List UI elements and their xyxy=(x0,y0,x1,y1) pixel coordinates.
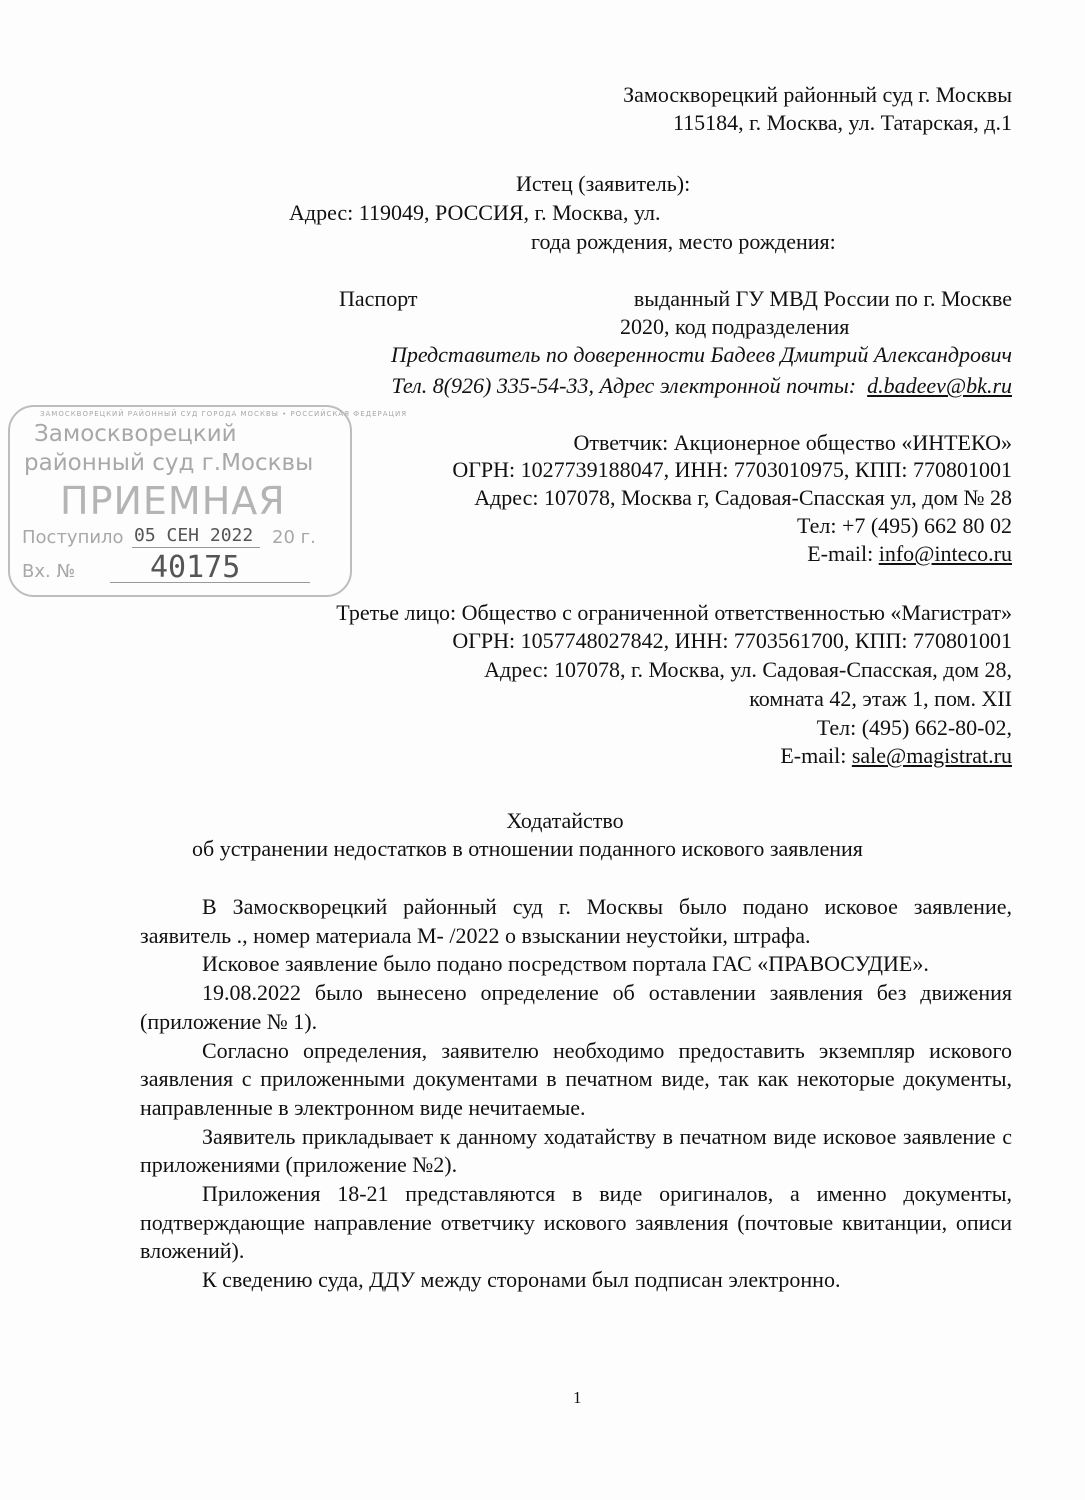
email-label: E-mail: xyxy=(807,541,874,566)
passport-date: 2020, код подразделения xyxy=(620,314,850,339)
third-party-ids: ОГРН: 1057748027842, ИНН: 7703561700, КПП: 770801001 xyxy=(452,628,1012,653)
plaintiff-address: Адрес: 119049, РОССИЯ, г. Москва, ул. xyxy=(289,200,661,225)
third-party-label: Третье лицо: Общество с ограниченной ответственностью «Магистрат» xyxy=(336,600,1012,625)
paragraph: Приложения 18-21 представляются в виде оригиналов, а именно документы, подтверждающие направление ответчику искового заявления (почтовые квитанции, описи вложений). xyxy=(140,1181,1012,1264)
stamp-ring-text: ЗАМОСКВОРЕЦКИЙ РАЙОННЫЙ СУД ГОРОДА МОСКВЫ • РОССИЙСКАЯ ФЕДЕРАЦИЯ xyxy=(40,410,408,418)
stamp-received-suffix: 20 г. xyxy=(272,527,316,548)
email-label: E-mail: xyxy=(780,743,847,768)
stamp-line-2: районный суд г.Москвы xyxy=(24,450,314,476)
representative-contact xyxy=(391,372,1012,400)
defendant-phone: Тел: +7 (495) 662 80 02 xyxy=(796,513,1012,538)
third-party-email-line xyxy=(780,742,1012,770)
representative: Представитель по доверенности Бадеев Дмитрий Александрович xyxy=(390,342,1012,367)
passport-issued: выданный ГУ МВД России по г. Москве xyxy=(633,286,1012,311)
stamp-line-1: Замоскворецкий xyxy=(34,421,237,447)
defendant-address: Адрес: 107078, Москва г, Садовая-Спасская ул, дом № 28 xyxy=(474,485,1012,510)
document-title: Ходатайство xyxy=(506,808,624,833)
plaintiff-label: Истец (заявитель): xyxy=(516,171,691,196)
stamp-received-label: Поступило xyxy=(22,527,124,548)
defendant-email-line xyxy=(807,540,1012,568)
defendant-email-link[interactable]: info@inteco.ru xyxy=(878,541,1012,566)
court-address: 115184, г. Москва, ул. Татарская, д.1 xyxy=(672,110,1012,135)
stamp-received-date: 05 СЕН 2022 xyxy=(134,525,254,546)
page-number: 1 xyxy=(573,1388,582,1407)
third-party-email-link[interactable]: sale@magistrat.ru xyxy=(851,743,1012,768)
paragraph: 19.08.2022 было вынесено определение об оставлении заявления без движения (приложение № 1). xyxy=(140,980,1012,1034)
paragraph: Исковое заявление было подано посредством портала ГАС «ПРАВОСУДИЕ». xyxy=(202,951,929,977)
stamp-line xyxy=(132,547,260,548)
contact-text: Тел. 8(926) 335-54-33, Адрес электронной почты: xyxy=(391,373,857,398)
stamp-in-no: 40175 xyxy=(150,550,241,585)
court-name: Замоскворецкий районный суд г. Москвы xyxy=(623,82,1012,107)
third-party-phone: Тел: (495) 662-80-02, xyxy=(816,715,1012,740)
paragraph: В Замоскворецкий районный суд г. Москвы было подано исковое заявление, заявитель ., номер материала М- /2022 о взыскании неустойки, штрафа. xyxy=(140,894,1012,948)
stamp-in-no-label: Вх. № xyxy=(22,561,76,582)
document-body xyxy=(140,893,1012,1295)
defendant-label: Ответчик: Акционерное общество «ИНТЕКО» xyxy=(573,430,1012,455)
paragraph: Заявитель прикладывает к данному ходатайству в печатном виде исковое заявление с приложениями (приложение №2). xyxy=(140,1123,1012,1178)
passport-label: Паспорт xyxy=(339,286,418,311)
court-reception-stamp xyxy=(8,405,408,597)
document-subtitle: об устранении недостатков в отношении поданного искового заявления xyxy=(192,836,863,861)
representative-email-link[interactable]: d.badeev@bk.ru xyxy=(867,373,1012,398)
paragraph: К сведению суда, ДДУ между сторонами был подписан электронно. xyxy=(202,1267,841,1293)
paragraph: Согласно определения, заявителю необходимо предоставить экземпляр искового заявления с приложенными документами в печатном виде, так как некоторые документы, направленные в электронном виде нечитаемые. xyxy=(140,1037,1012,1120)
plaintiff-birth: года рождения, место рождения: xyxy=(531,229,836,254)
third-party-address-2: комната 42, этаж 1, пом. XII xyxy=(749,686,1012,711)
third-party-address-1: Адрес: 107078, г. Москва, ул. Садовая-Спасская, дом 28, xyxy=(484,657,1012,682)
defendant-ids: ОГРН: 1027739188047, ИНН: 7703010975, КПП: 770801001 xyxy=(452,457,1012,482)
stamp-line-3: ПРИЕМНАЯ xyxy=(60,479,286,523)
